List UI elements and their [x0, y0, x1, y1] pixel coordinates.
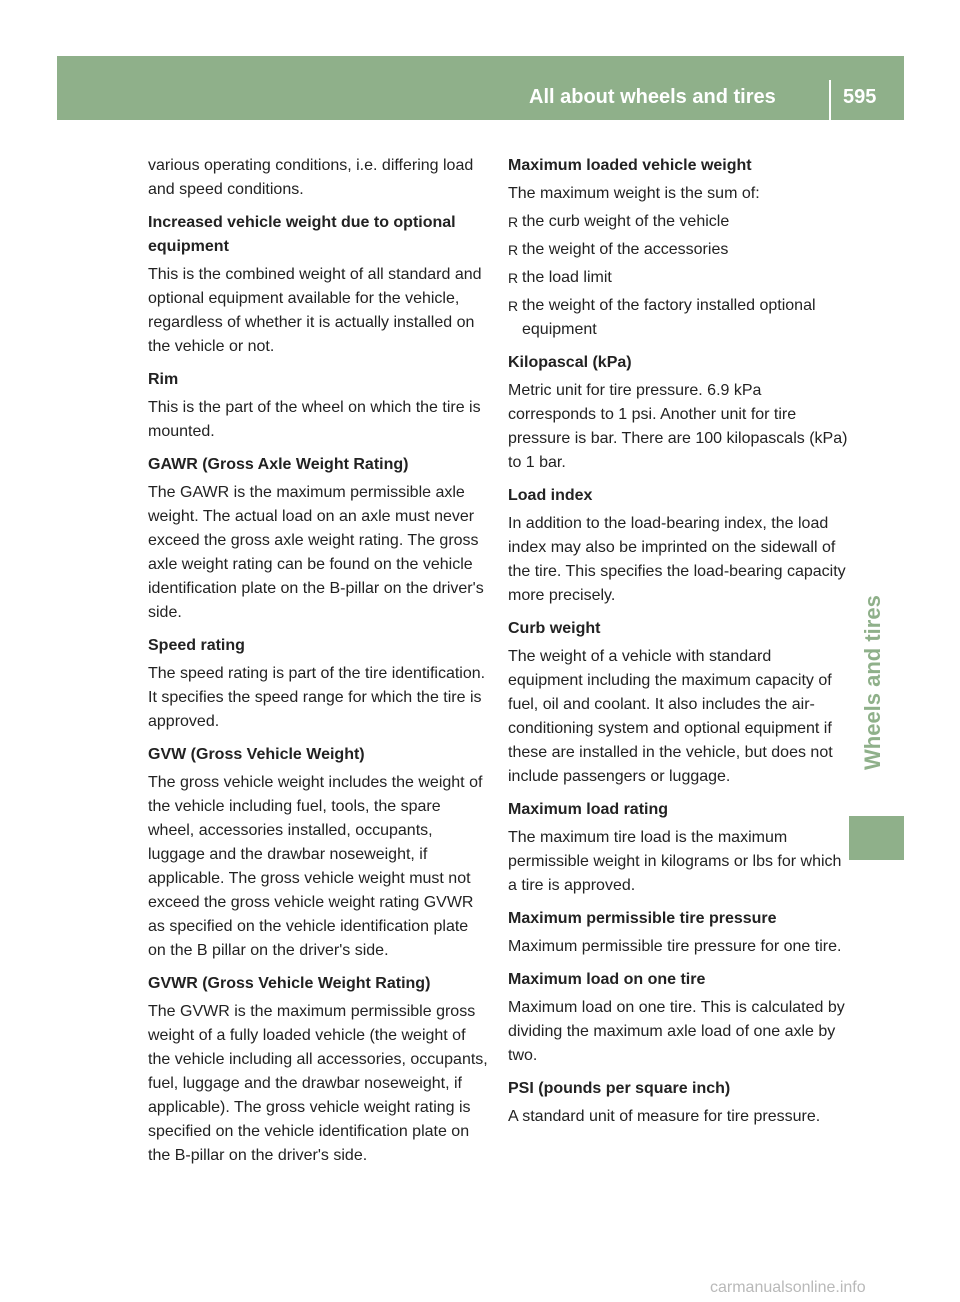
section-body: The GVWR is the maximum permissible gross weight of a fully loaded vehicle (the weight of the vehicle including all accessories, occupants, fuel, luggage and the drawbar noseweight, if applicable). The gross vehicle weight rating is specified on the vehicle identification plate on the B-pillar on the driver's side. — [148, 1003, 488, 1164]
left-column — [148, 154, 488, 1177]
list-item: R the load limit — [508, 266, 848, 290]
section-body: The maximum weight is the sum of: — [508, 185, 760, 202]
section-tab-marker — [849, 816, 904, 860]
section-heading: Speed rating — [148, 637, 245, 654]
section-body: The speed rating is part of the tire identification. It specifies the speed range for which the tire is approved. — [148, 665, 486, 730]
section-heading: Increased vehicle weight due to optional equipment — [148, 214, 456, 255]
section-body: This is the part of the wheel on which the tire is mounted. — [148, 399, 481, 440]
section-heading: Maximum load on one tire — [508, 971, 706, 988]
right-column — [508, 154, 848, 1138]
section-heading: Maximum loaded vehicle weight — [508, 157, 752, 174]
section-heading: Curb weight — [508, 620, 601, 637]
section-body: Maximum load on one tire. This is calculated by dividing the maximum axle load of one axle by two. — [508, 999, 845, 1064]
bullet-icon: R — [508, 270, 519, 286]
section-body: A standard unit of measure for tire pressure. — [508, 1108, 821, 1125]
section-heading: Maximum permissible tire pressure — [508, 910, 777, 927]
section-body: In addition to the load-bearing index, the load index may also be imprinted on the sidewall of the tire. This specifies the load-bearing capacity more precisely. — [508, 515, 846, 604]
section-body: Maximum permissible tire pressure for one tire. — [508, 938, 842, 955]
section-body: The GAWR is the maximum permissible axle weight. The actual load on an axle must never exceed the gross axle weight rating. The gross axle weight rating can be found on the vehicle identification plate on the B-pillar on the driver's side. — [148, 484, 484, 621]
list-item: R the weight of the accessories — [508, 238, 848, 262]
section-heading: Maximum load rating — [508, 801, 669, 818]
section-body: Metric unit for tire pressure. 6.9 kPa corresponds to 1 psi. Another unit for tire pressure is bar. There are 100 kilopascals (kPa) to 1 bar. — [508, 382, 848, 471]
section-body: This is the combined weight of all standard and optional equipment available for the vehicle, regardless of whether it is actually installed on the vehicle or not. — [148, 266, 482, 355]
bullet-list — [508, 210, 848, 342]
section-heading: Load index — [508, 487, 593, 504]
section-heading: GVWR (Gross Vehicle Weight Rating) — [148, 975, 431, 992]
section-heading: PSI (pounds per square inch) — [508, 1080, 731, 1097]
section-heading: GVW (Gross Vehicle Weight) — [148, 746, 365, 763]
section-body: The maximum tire load is the maximum permissible weight in kilograms or lbs for which a tire is approved. — [508, 829, 842, 894]
watermark-text: carmanualsonline.info — [710, 1279, 866, 1296]
section-heading: GAWR (Gross Axle Weight Rating) — [148, 456, 409, 473]
section-body: The gross vehicle weight includes the weight of the vehicle including fuel, tools, the spare wheel, accessories installed, occupants, luggage and the drawbar noseweight, if applicable. The gross vehicle weight must not exceed the gross vehicle weight rating GVWR as specified on the vehicle identification plate on the B pillar on the driver's side. — [148, 774, 483, 959]
section-tab-label: Wheels and tires — [860, 595, 885, 770]
list-item: R the weight of the factory installed optional equipment — [508, 294, 848, 342]
section-heading: Rim — [148, 371, 179, 388]
section-heading: Kilopascal (kPa) — [508, 354, 632, 371]
page-number: 595 — [843, 86, 877, 108]
section-body: The weight of a vehicle with standard equipment including the maximum capacity of fuel, oil and coolant. It also includes the air-conditioning system and optional equipment if these are installed in the vehicle, but does not include passengers or luggage. — [508, 648, 833, 785]
bullet-icon: R — [508, 214, 519, 230]
bullet-icon: R — [508, 242, 519, 258]
intro-paragraph: various operating conditions, i.e. differing load and speed conditions. — [148, 157, 474, 198]
header-divider — [829, 80, 831, 120]
list-item: R the curb weight of the vehicle — [508, 210, 848, 234]
bullet-icon: R — [508, 298, 519, 314]
page-title: All about wheels and tires — [529, 86, 776, 108]
